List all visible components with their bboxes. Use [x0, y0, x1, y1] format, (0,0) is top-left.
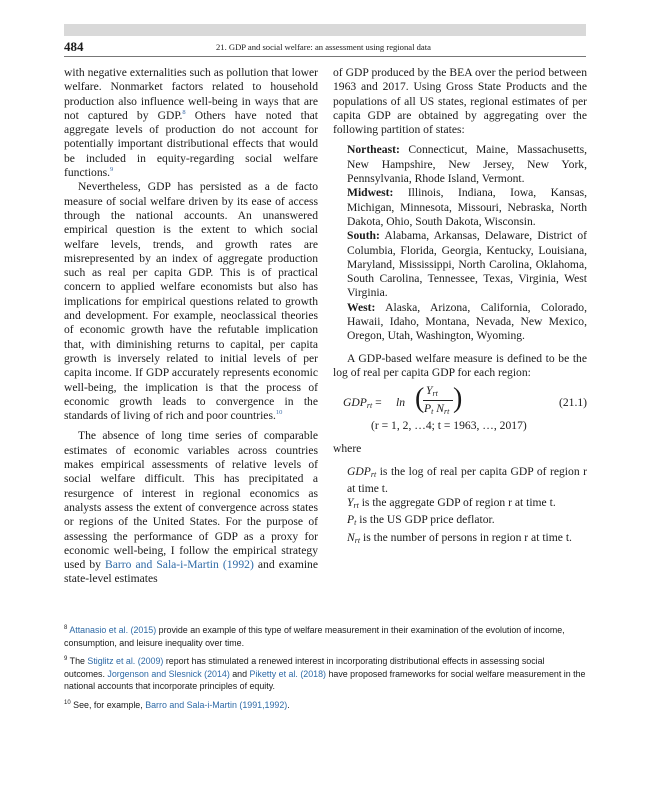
paragraph	[64, 429, 318, 586]
citation-link[interactable]: Barro and Sala-i-Martin (1991,1992)	[145, 699, 288, 710]
page-number: 484	[64, 39, 84, 54]
equation-range: (r = 1, 2, …4; t = 1963, …, 2017)	[371, 419, 527, 433]
definition-text: is the US GDP price deflator.	[356, 513, 495, 527]
footnote-text: provide an example of this type of welfare measurement in their examination of the evolution of income, consumption, and leisure inequality over time.	[64, 625, 565, 648]
footnote-text: The	[67, 656, 88, 666]
left-paren: (	[415, 383, 425, 415]
footnote-text: .	[287, 699, 290, 710]
right-paren: )	[453, 383, 463, 415]
footnote-8	[64, 624, 586, 649]
equation-numerator: $Y_{rt}$	[426, 384, 438, 399]
where-label: where	[333, 442, 362, 456]
paragraph-text: and examine state-level estimates	[64, 558, 318, 586]
footnote-ref[interactable]: 9	[110, 166, 114, 174]
region-name: Midwest:	[347, 186, 394, 200]
footnote-number: 10	[64, 699, 71, 706]
footnote-text: report has stimulated a renewed interest in incorporating distributional effects in assessing social outcomes.	[64, 656, 545, 679]
footnote-number: 9	[64, 656, 68, 662]
region-name: Northeast:	[347, 143, 400, 157]
footnote-ref[interactable]: 8	[182, 108, 186, 116]
symbol-sub: t	[354, 518, 357, 528]
citation-link[interactable]: Stiglitz et al. (2009)	[87, 656, 164, 666]
region-states: Illinois, Indiana, Iowa, Kansas, Michigan, Minnesota, Missouri, Nebraska, North Dakota, Ohio, South Dakota, Wisconsin.	[347, 186, 587, 228]
region-name: West:	[347, 300, 376, 314]
footnote-9	[64, 655, 586, 693]
symbol: GDP	[347, 464, 371, 478]
list-item	[333, 186, 587, 229]
citation-link[interactable]: Piketty et al. (2018)	[249, 668, 326, 679]
symbol: N	[347, 530, 355, 544]
running-header	[64, 38, 586, 56]
list-item	[333, 301, 587, 344]
footnote-10	[64, 699, 586, 712]
citation-link[interactable]: Barro and Sala-i-Martin (1992)	[105, 558, 254, 572]
symbol: P	[347, 513, 355, 527]
equation-21-1	[333, 384, 587, 436]
paragraph-text: The absence of long time series of comparable estimates of economic variables across countries makes empirical assessments of relative levels of social welfare difficult. This has precipitated a resurgence of interest in regional economics as analysts assess the extent of convergence across states or regions of the United States. For the purpose of assessing the performance of GDP as a proxy for economic well-being, I follow the empirical strategy used by	[64, 429, 318, 572]
header-bar	[64, 24, 586, 36]
header-rule	[64, 56, 586, 57]
equation-number: (21.1)	[558, 396, 587, 410]
region-list	[333, 143, 587, 343]
definition-text: is the log of real per capita GDP of region r at time t.	[347, 464, 587, 495]
footnote-text: See, for example,	[70, 699, 146, 710]
equation-ln: ln	[396, 396, 406, 410]
symbol-sub: rt	[354, 535, 361, 545]
citation-link[interactable]: Jorgenson and Slesnick (2014)	[107, 668, 230, 679]
paragraph-text: with negative externalities such as pollution that lower welfare. Nonmarket factors related to household production also influence well-being in ways that are not captured by GDP.	[64, 66, 318, 122]
list-item	[333, 229, 587, 300]
list-item	[333, 465, 587, 497]
footnote-text: have proposed frameworks for social welfare measurement in the national accounts that incorporate principles of equity.	[64, 668, 586, 691]
region-name: South:	[347, 229, 380, 243]
footnote-ref[interactable]: 10	[275, 409, 283, 417]
paragraph-text: Nevertheless, GDP has persisted as a de facto measure of social welfare driven by its ease of access through the national accounts. An unanswered empirical question is the extent to which social welfare levels, trends, and growth rates are misrepresented by an index of aggregate production such as real per capita GDP. This is of practical concern to applied welfare economists but also has implications for empirical questions related to growth and development. For example, neoclassical theories of economic growth have the refutable implication that, with diminishing returns to capital, per capita growth is inversely related to initial levels of per capita income. If GDP accurately represents economic well-being, the implication is that the process of economic growth leads to convergence in the standards of living of rich and poor countries.	[64, 180, 318, 423]
definition-text: is the number of persons in region r at time t.	[360, 530, 572, 544]
left-column	[64, 66, 318, 587]
list-item	[333, 496, 587, 513]
paragraph	[64, 66, 318, 180]
equation-lhs: $GDP_{rt}$ =	[343, 396, 382, 411]
footnotes	[64, 624, 586, 717]
symbol-sub: rt	[353, 501, 359, 511]
region-states: Alaska, Arizona, California, Colorado, Hawaii, Idaho, Montana, Nevada, New Mexico, Oregon, Utah, Washington, Wyoming.	[347, 300, 587, 343]
region-states: Connecticut, Maine, Massachusetts, New Hampshire, New Jersey, New York, Pennsylvania, Rhode Island, Vermont.	[347, 143, 587, 186]
definition-text: is the aggregate GDP of region r at time t.	[358, 496, 556, 510]
list-item	[333, 513, 587, 530]
citation-link[interactable]: Attanasio et al. (2015)	[69, 625, 157, 635]
chapter-title: 21. GDP and social welfare: an assessment using regional data	[216, 42, 431, 52]
symbol: Y	[347, 496, 354, 510]
list-item	[333, 531, 587, 548]
list-item	[333, 143, 587, 186]
equation-denominator: $P_t$ $N_{rt}$	[424, 402, 450, 417]
paragraph: of GDP produced by the BEA over the period between 1963 and 2017. Using Gross State Products and the populations of all US states, regional estimates of per capita GDP are obtained by aggregating over the following partition of states:	[333, 66, 587, 137]
definition-list	[333, 465, 587, 548]
footnote-number: 8	[64, 625, 68, 631]
paragraph: A GDP-based welfare measure is defined to be the log of real per capita GDP for each region:	[333, 351, 587, 379]
paragraph-text: Others have noted that aggregate levels of production do not account for potentially important distributional effects that would be included in equity-regarding social welfare functions.	[64, 108, 318, 180]
right-column	[333, 66, 587, 548]
region-states: Alabama, Arkansas, Delaware, District of Columbia, Florida, Georgia, Kentucky, Louisiana, Maryland, Mississippi, North Carolina, Oklahoma, South Carolina, Tennessee, Texas, Virginia, West Virginia.	[347, 229, 587, 300]
fraction-bar	[423, 400, 453, 401]
symbol-sub: rt	[370, 469, 377, 479]
paragraph	[64, 180, 318, 423]
footnote-text: and	[229, 668, 250, 679]
